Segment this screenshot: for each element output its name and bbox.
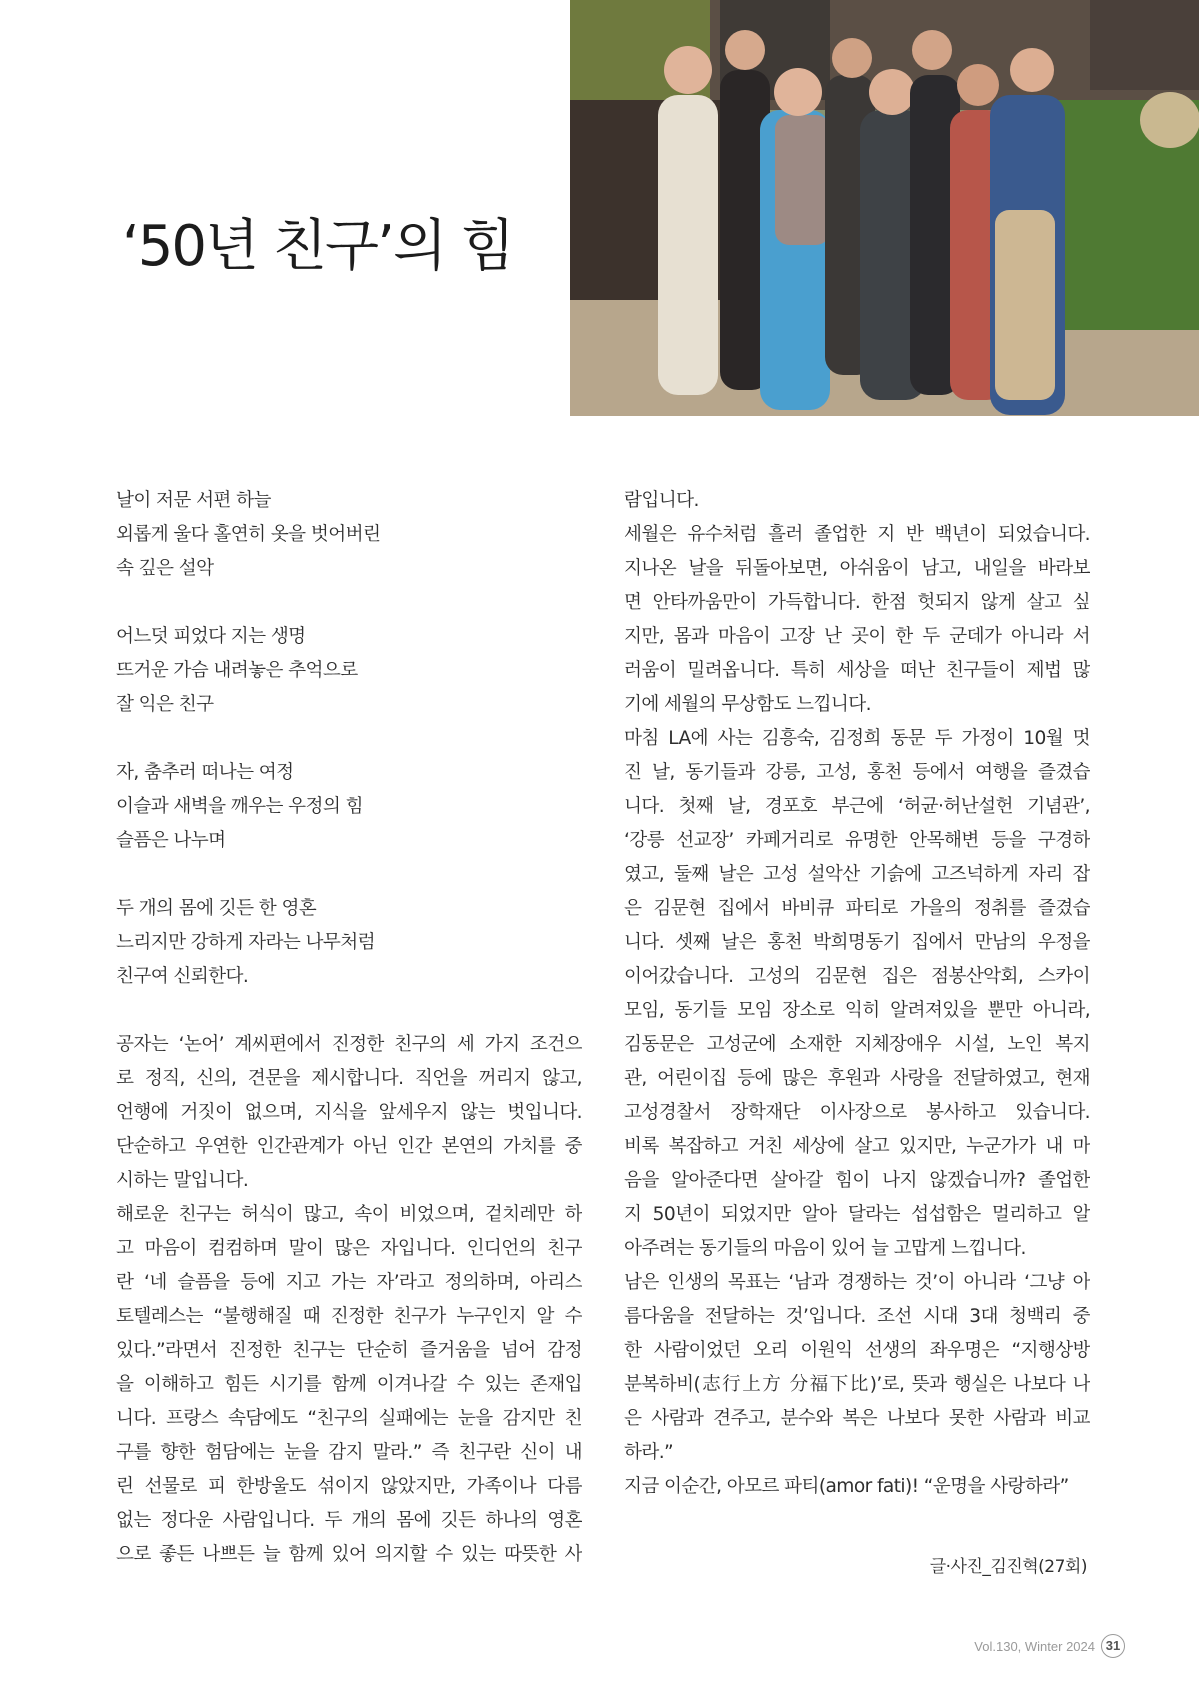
body-line: 으로 좋든 나쁘든 늘 함께 있어 의지할 수 있는 따뜻한 사 bbox=[116, 1544, 582, 1565]
body-line: 관, 어린이집 등에 많은 후원과 사랑을 전달하였고, 현재 bbox=[624, 1068, 1090, 1089]
poem-line: 뜨거운 가슴 내려놓은 추억으로 bbox=[116, 660, 358, 681]
body-line: 언행에 거짓이 없으며, 지식을 앞세우지 않는 벗입니다. bbox=[116, 1102, 582, 1123]
poem-line: 자, 춤추러 떠나는 여정 bbox=[116, 762, 294, 783]
page-footer bbox=[974, 1634, 1125, 1658]
poem-line: 이슬과 새벽을 깨우는 우정의 힘 bbox=[116, 796, 363, 817]
body-line: 없는 정다운 사람입니다. 두 개의 몸에 깃든 하나의 영혼 bbox=[116, 1510, 582, 1531]
poem-line: 속 깊은 설악 bbox=[116, 558, 214, 579]
body-line: 토텔레스는 “불행해질 때 진정한 친구가 누구인지 알 수 bbox=[116, 1306, 582, 1327]
body-line: 름다움을 전달하는 것’입니다. 조선 시대 3대 청백리 중 bbox=[624, 1306, 1090, 1327]
body-line: 고성경찰서 장학재단 이사장으로 봉사하고 있습니다. bbox=[624, 1102, 1090, 1123]
poem-line: 외롭게 울다 홀연히 옷을 벗어버린 bbox=[116, 524, 381, 545]
body-line: 단순하고 우연한 인간관계가 아닌 인간 본연의 가치를 중 bbox=[116, 1136, 582, 1157]
body-line: 하라.” bbox=[624, 1442, 674, 1463]
left-column bbox=[116, 484, 582, 1572]
poem-line: 어느덧 피었다 지는 생명 bbox=[116, 626, 306, 647]
body-line: 이어갔습니다. 고성의 김문현 집은 점봉산악회, 스카이 bbox=[624, 966, 1090, 987]
body-line: 면 안타까움만이 가득합니다. 한점 헛되지 않게 살고 싶 bbox=[624, 592, 1090, 613]
body-line: 비록 복잡하고 거친 세상에 살고 있지만, 누군가가 내 마 bbox=[624, 1136, 1090, 1157]
body-line: 지금 이순간, 아모르 파티(amor fati)! “운명을 사랑하라” bbox=[624, 1476, 1069, 1497]
body-line: 아주려는 동기들의 마음이 있어 늘 고맙게 느낍니다. bbox=[624, 1238, 1026, 1259]
body-line: 러움이 밀려옵니다. 특히 세상을 떠난 친구들이 제법 많 bbox=[624, 660, 1090, 681]
poem-line: 슬픔은 나누며 bbox=[116, 830, 226, 851]
body-line: 람입니다. bbox=[624, 490, 699, 511]
poem-line: 느리지만 강하게 자라는 나무처럼 bbox=[116, 932, 375, 953]
body-line: 였고, 둘째 날은 고성 설악산 기슭에 고즈넉하게 자리 잡 bbox=[624, 864, 1090, 885]
body-line: 니다. 셋째 날은 홍천 박희명동기 집에서 만남의 우정을 bbox=[624, 932, 1090, 953]
page-number: 31 bbox=[1101, 1634, 1125, 1658]
body-line: 한 사람이었던 오리 이원익 선생의 좌우명은 “지행상방 bbox=[624, 1340, 1090, 1361]
body-line: 남은 인생의 목표는 ‘남과 경쟁하는 것’이 아니라 ‘그냥 아 bbox=[624, 1272, 1090, 1293]
body-line: 진 날, 동기들과 강릉, 고성, 홍천 등에서 여행을 즐겼습 bbox=[624, 762, 1090, 783]
body-line: 기에 세월의 무상함도 느낍니다. bbox=[624, 694, 871, 715]
body-line: 린 선물로 피 한방울도 섞이지 않았지만, 가족이나 다름 bbox=[116, 1476, 582, 1497]
poem-line: 잘 익은 친구 bbox=[116, 694, 214, 715]
poem-line: 날이 저문 서편 하늘 bbox=[116, 490, 271, 511]
body-line: 니다. 프랑스 속담에도 “친구의 실패에는 눈을 감지만 친 bbox=[116, 1408, 582, 1429]
body-line: 공자는 ‘논어’ 계씨편에서 진정한 친구의 세 가지 조건으 bbox=[116, 1034, 582, 1055]
body-line: 시하는 말입니다. bbox=[116, 1170, 249, 1191]
author-byline: 글·사진_김진혁(27회) bbox=[929, 1557, 1087, 1577]
body-line: 지만, 몸과 마음이 고장 난 곳이 한 두 군데가 아니라 서 bbox=[624, 626, 1090, 647]
body-line: ‘강릉 선교장’ 카페거리로 유명한 안목해변 등을 구경하 bbox=[624, 830, 1090, 851]
body-line: 구를 향한 험담에는 눈을 감지 말라.” 즉 친구란 신이 내 bbox=[116, 1442, 582, 1463]
body-line: 해로운 친구는 허식이 많고, 속이 비었으며, 겉치레만 하 bbox=[116, 1204, 582, 1225]
issue-label: Vol.130, Winter 2024 bbox=[974, 1638, 1095, 1654]
poem-line: 친구여 신뢰한다. bbox=[116, 966, 249, 987]
body-line: 있다.”라면서 진정한 친구는 단순히 즐거움을 넘어 감정 bbox=[116, 1340, 582, 1361]
body-line: 란 ‘네 슬픔을 등에 지고 가는 자’라고 정의하며, 아리스 bbox=[116, 1272, 582, 1293]
body-line: 세월은 유수처럼 흘러 졸업한 지 반 백년이 되었습니다. bbox=[624, 524, 1090, 545]
body-line: 고 마음이 컴컴하며 말이 많은 자입니다. 인디언의 친구 bbox=[116, 1238, 582, 1259]
poem-line: 두 개의 몸에 깃든 한 영혼 bbox=[116, 898, 317, 919]
body-line: 분복하비(志行上方 分福下比)’로, 뜻과 행실은 나보다 나 bbox=[624, 1374, 1090, 1395]
body-line: 지나온 날을 뒤돌아보면, 아쉬움이 남고, 내일을 바라보 bbox=[624, 558, 1090, 579]
body-line: 지 50년이 되었지만 알아 달라는 섭섭함은 멀리하고 알 bbox=[624, 1204, 1090, 1225]
right-column bbox=[624, 484, 1090, 1504]
body-line: 을 이해하고 힘든 시기를 함께 이겨나갈 수 있는 존재입 bbox=[116, 1374, 582, 1395]
body-line: 마침 LA에 사는 김흥숙, 김정희 동문 두 가정이 10월 멋 bbox=[624, 728, 1090, 749]
body-line: 은 김문현 집에서 바비큐 파티로 가을의 정취를 즐겼습 bbox=[624, 898, 1090, 919]
body-line: 김동문은 고성군에 소재한 지체장애우 시설, 노인 복지 bbox=[624, 1034, 1090, 1055]
body-line: 모임, 동기들 모임 장소로 익히 알려져있을 뿐만 아니라, bbox=[624, 1000, 1090, 1021]
body-line: 니다. 첫째 날, 경포호 부근에 ‘허균·허난설헌 기념관’, bbox=[624, 796, 1090, 817]
body-line: 로 정직, 신의, 견문을 제시합니다. 직언을 꺼리지 않고, bbox=[116, 1068, 582, 1089]
article-title: ‘50년 친구’의 힘 bbox=[122, 214, 513, 279]
body-line: 음을 알아준다면 살아갈 힘이 나지 않겠습니까? 졸업한 bbox=[624, 1170, 1090, 1191]
group-photo bbox=[570, 0, 1199, 416]
body-line: 은 사람과 견주고, 분수와 복은 나보다 못한 사람과 비교 bbox=[624, 1408, 1090, 1429]
